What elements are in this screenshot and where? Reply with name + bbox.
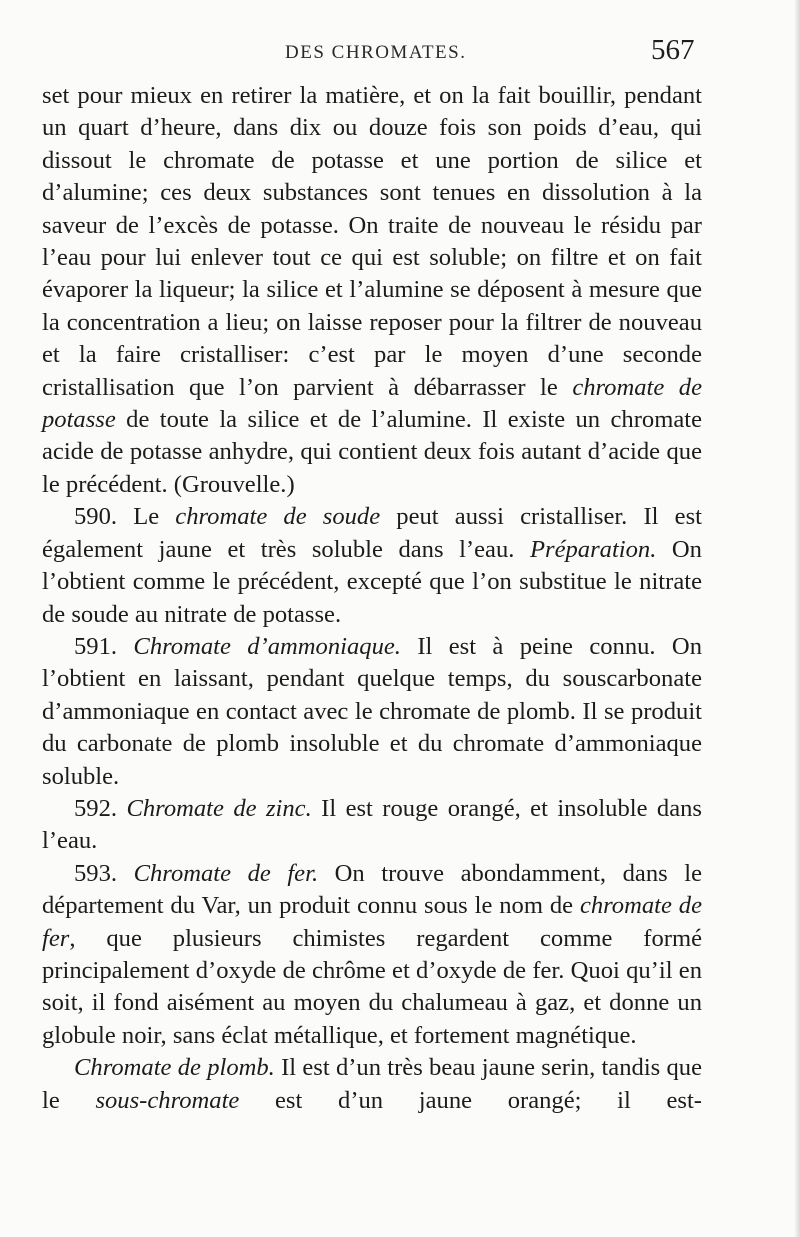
- italic-term: chromate de fer: [42, 892, 703, 952]
- paragraph-text: Le: [117, 503, 176, 531]
- italic-term: Chromate de fer.: [133, 859, 319, 887]
- paragraph-number: 592.: [74, 794, 118, 822]
- paragraph-text: Il est d’un très beau jaune serin, tandis que le: [42, 1054, 702, 1114]
- italic-term: sous-chromate: [95, 1086, 240, 1114]
- running-head: DES CHROMATES.: [285, 42, 467, 63]
- paragraph-text: peut aussi cristalliser. Il est également jaune et très soluble dans l’eau.: [42, 503, 702, 563]
- paragraph-number: 593.: [74, 859, 118, 887]
- paragraph-text: On trouve abondamment, dans le département du Var, un produit connu sous le nom de: [42, 859, 702, 920]
- body-text: [42, 80, 702, 1117]
- paragraph-continued: [42, 80, 702, 501]
- italic-term: Préparation.: [529, 535, 657, 563]
- paragraph-591: [42, 631, 702, 793]
- paragraph-text: , que plusieurs chimistes regardent comme formé principalement d’oxyde de chrôme et d’oxyde de fer. Quoi qu’il en soit, il fond aisément au moyen du chalumeau à gaz, et donne un globule noir, sans éclat métallique, et fortement magnétique.: [42, 924, 702, 1049]
- page-edge-shadow: [794, 0, 800, 1237]
- paragraph-590: [42, 501, 702, 631]
- italic-term: chromate de soude: [175, 503, 381, 531]
- italic-term: chromate de potasse: [42, 373, 702, 434]
- paragraph-chromate-de-plomb: [42, 1052, 702, 1117]
- paragraph-text: Il est à peine connu. On l’obtient en laissant, pendant quelque temps, du souscarbonate d’ammoniaque en contact avec le chromate de plomb. Il se produit du carbonate de plomb insoluble et du chromate d’ammoniaque soluble.: [42, 632, 702, 790]
- page-number: 567: [651, 34, 695, 66]
- italic-term: Chromate de zinc.: [126, 794, 312, 822]
- paragraph-text: de toute la silice et de l’alumine. Il existe un chromate acide de potasse anhydre, qui contient deux fois autant d’acide que le précédent. (Grouvelle.): [42, 406, 702, 498]
- page-header: [0, 34, 800, 74]
- italic-term: Chromate d’ammoniaque.: [133, 632, 401, 660]
- paragraph-number: 591.: [74, 632, 118, 660]
- paragraph-592: [42, 793, 702, 858]
- paragraph-593: [42, 858, 702, 1052]
- paragraph-text: Il est rouge orangé, et insoluble dans l’eau.: [42, 794, 702, 855]
- paragraph-text: est d’un jaune orangé; il est-: [239, 1086, 702, 1114]
- paragraph-text: On l’obtient comme le précédent, excepté que l’on substitue le nitrate de soude au nitrate de potasse.: [42, 535, 702, 628]
- paragraph-number: 590.: [74, 503, 118, 531]
- paragraph-text: set pour mieux en retirer la matière, et on la fait bouillir, pendant un quart d’heure, dans dix ou douze fois son poids d’eau, qui dissout le chromate de potasse et une portion de silice et d’alumine; ces deux substances sont tenues en dissolution à la saveur de l’excès de potasse. On traite de nouveau le résidu par l’eau pour lui enlever tout ce qui est soluble; on filtre et on fait évaporer la liqueur; la silice et l’alumine se déposent à mesure que la concentration a lieu; on laisse reposer pour la filtrer de nouveau et la faire cristalliser: c’est par le moyen d’une seconde cristallisation que l’on parvient à débarrasser le: [42, 82, 702, 401]
- italic-term: Chromate de plomb.: [74, 1054, 275, 1082]
